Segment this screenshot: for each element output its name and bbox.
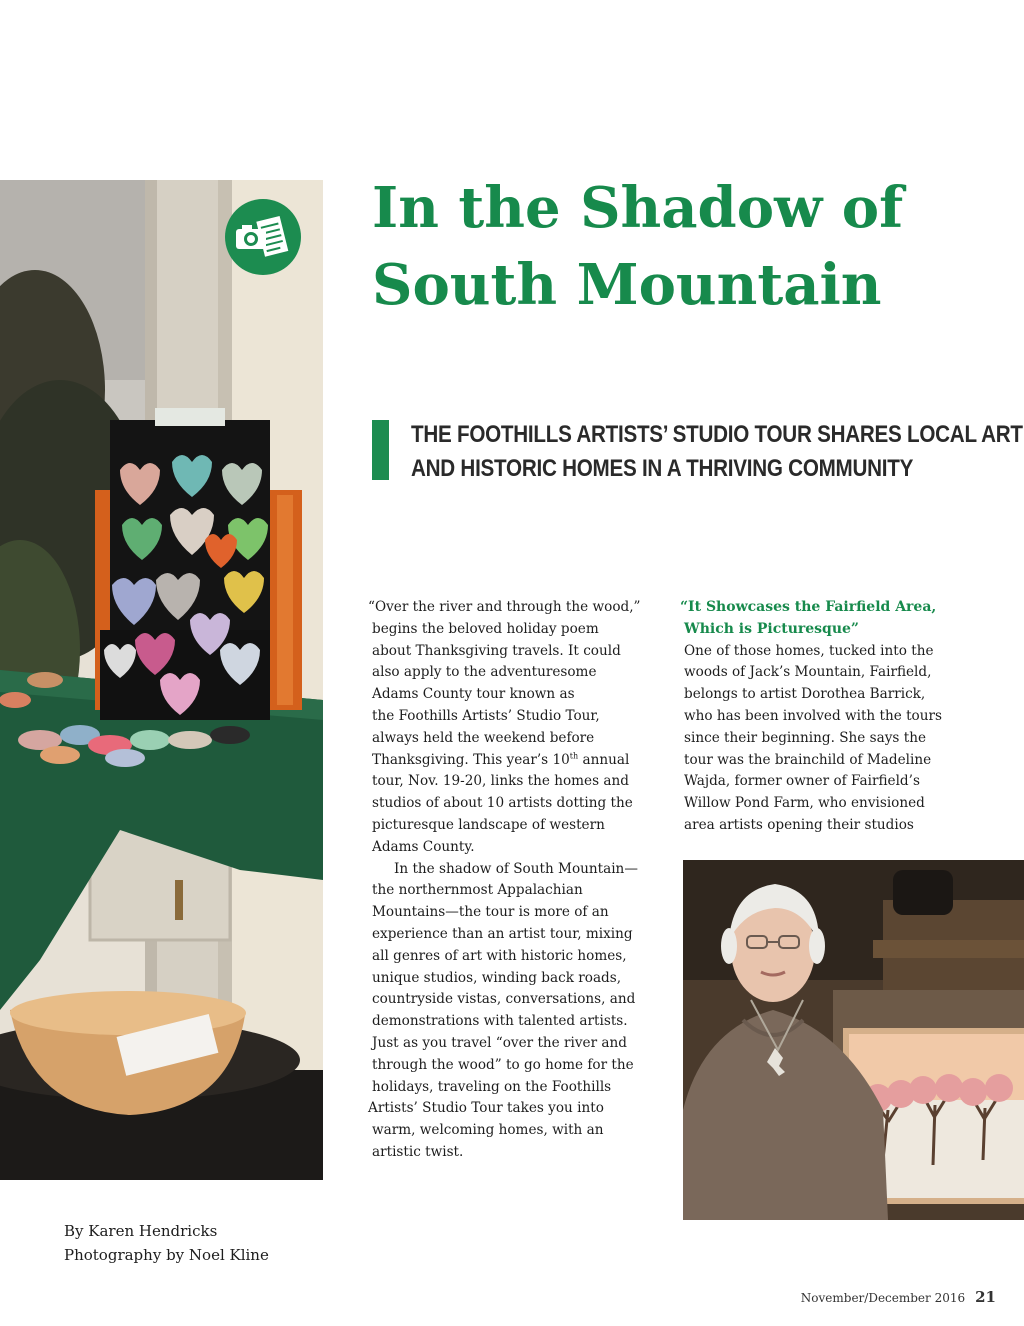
body-line: holidays, traveling on the Foothills [372, 1078, 612, 1095]
body-line: since their beginning. She says the [684, 729, 926, 746]
body-line: belongs to artist Dorothea Barrick, [684, 686, 926, 703]
body-line: always held the weekend before [372, 729, 595, 746]
body-line: Willow Pond Farm, who envisioned [684, 795, 925, 812]
body-line: One of those homes, tucked into the [684, 642, 934, 659]
article-title [372, 170, 992, 324]
body-line: In the shadow of South Mountain— [394, 860, 638, 877]
heart-display-illustration [0, 180, 323, 1180]
body-line: about Thanksgiving travels. It could [372, 642, 621, 659]
body-line-annual [368, 750, 668, 772]
body-line: Adams County tour known as [372, 686, 575, 703]
body-line: studios of about 10 artists dotting the [372, 795, 633, 812]
author-credit: By Karen Hendricks [64, 1222, 218, 1240]
deck-line-2: AND HISTORIC HOMES IN A THRIVING COMMUNITY [411, 455, 914, 482]
body-line: Wajda, former owner of Fairfield’s [684, 773, 920, 790]
body-column-1 [368, 597, 668, 1164]
body-line: tour was the brainchild of Madeline [684, 751, 932, 768]
body-line: warm, welcoming homes, with an [372, 1122, 604, 1139]
body-line: unique studios, winding back roads, [372, 969, 622, 986]
photographer-credit: Photography by Noel Kline [64, 1246, 269, 1264]
body-line: tour, Nov. 19-20, links the homes and [372, 773, 629, 790]
page-footer [801, 1288, 996, 1306]
page-number: 21 [975, 1288, 996, 1306]
title-line-2: South Mountain [372, 252, 882, 318]
body-line: countryside vistas, conversations, and [372, 991, 636, 1008]
body-line: begins the beloved holiday poem [372, 620, 599, 637]
body-line: who has been involved with the tours [684, 707, 942, 724]
body-line: artistic twist. [372, 1143, 464, 1160]
heart-display-photo [0, 180, 323, 1180]
camera-article-badge [225, 199, 301, 275]
body-line: experience than an artist tour, mixing [372, 925, 633, 942]
deck-line-1: THE FOOTHILLS ARTISTS’ STUDIO TOUR SHARES LOCAL ART [411, 421, 1023, 448]
text-span: Thanksgiving. This year’s 10 [372, 751, 570, 768]
body-line: the northernmost Appalachian [372, 882, 583, 899]
subhead-line-1: “It Showcases the Fairfield Area, [680, 599, 937, 615]
title-line-1: In the Shadow of [372, 175, 904, 241]
body-line: also apply to the adventuresome [372, 664, 597, 681]
body-line: the Foothills Artists’ Studio Tour, [372, 707, 600, 724]
body-line: woods of Jack’s Mountain, Fairfield, [684, 664, 932, 681]
section-subhead [680, 597, 980, 641]
body-line: through the wood” to go home for the [372, 1056, 634, 1073]
article-deck [411, 418, 1023, 486]
body-line: Artists’ Studio Tour takes you into [368, 1100, 604, 1117]
section-paragraph [680, 641, 980, 837]
body-line: demonstrations with talented artists. [372, 1013, 628, 1030]
byline [64, 1219, 269, 1267]
ordinal-suffix: th [569, 751, 579, 761]
body-line: all genres of art with historic homes, [372, 947, 627, 964]
body-line: Mountains—the tour is more of an [372, 904, 609, 921]
body-line: Adams County. [372, 838, 475, 855]
body-line: “Over the river and through the wood,” [368, 599, 641, 615]
second-paragraph [368, 859, 668, 1164]
body-line: area artists opening their studios [684, 816, 914, 833]
camera-and-article-icon [234, 213, 292, 261]
artist-portrait-photo [683, 860, 1024, 1220]
text-span: annual [578, 751, 630, 768]
intro-paragraph [368, 597, 668, 859]
body-line: Just as you travel “over the river and [372, 1034, 627, 1051]
body-column-2 [680, 597, 980, 837]
issue-date: November/December 2016 [800, 1291, 966, 1305]
deck-accent-bar [372, 420, 389, 480]
artist-portrait-illustration [683, 860, 1024, 1220]
body-line: picturesque landscape of western [372, 816, 605, 833]
subhead-line-2: Which is Picturesque” [684, 620, 859, 637]
